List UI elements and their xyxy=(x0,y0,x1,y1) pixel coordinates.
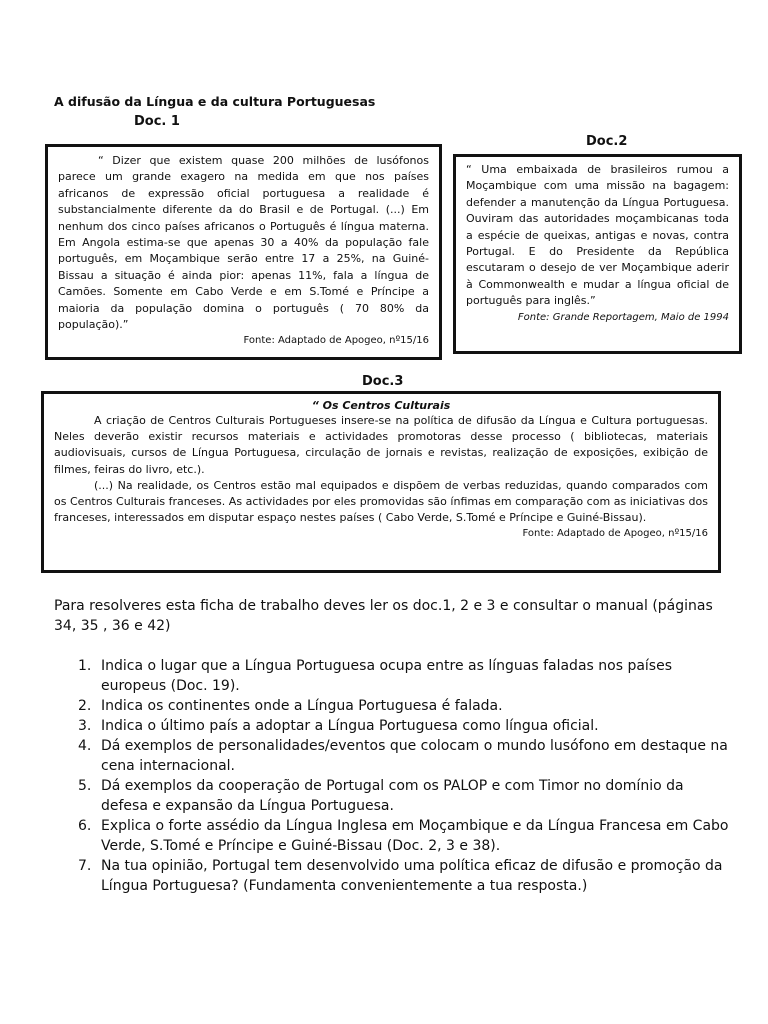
question-text: Explica o forte assédio da Língua Inglesa em Moçambique e da Língua Francesa em Cabo Verde, S.Tomé e Príncipe e Guiné-Bissau (Doc. 2, 3 e 38). xyxy=(101,818,729,854)
doc2-label: Doc.2 xyxy=(586,134,628,149)
question-text: Indica os continentes onde a Língua Portuguesa é falada. xyxy=(101,698,503,714)
question-item xyxy=(54,736,734,776)
question-text: Indica o lugar que a Língua Portuguesa ocupa entre as línguas faladas nos países europeus (Doc. 19). xyxy=(101,658,673,694)
question-number: 2. xyxy=(78,698,92,714)
question-item xyxy=(54,856,734,896)
question-item xyxy=(54,776,734,816)
question-text: Indica o último país a adoptar a Língua Portuguesa como língua oficial. xyxy=(101,718,599,734)
doc1-quote: “ Dizer que existem quase 200 milhões de lusófonos parece um grande exagero na medida em que nos países africanos de expressão oficial portuguesa a realidade é substancialmente diferente da do Brasil e de Portugal. (...) Em nenhum dos cinco países africanos o Português é língua materna. Em Angola estima-se que apenas 30 a 40% da população fale português, em Moçambique serão entre 17 a 25%, na Guiné-Bissau a situação é ainda pior: apenas 11%, fala a língua de Camões. Somente em Cabo Verde e em S.Tomé e Príncipe a maioria da população domina o português ( 70 80% da população).” xyxy=(58,154,429,332)
question-text: Dá exemplos da cooperação de Portugal com os PALOP e com Timor no domínio da defesa e expansão da Língua Portuguesa. xyxy=(101,778,684,814)
doc1-source: Fonte: Adaptado de Apogeo, nº15/16 xyxy=(243,335,429,347)
doc2-text xyxy=(466,162,729,310)
doc3-box xyxy=(41,391,721,573)
question-item xyxy=(54,696,734,716)
doc1-text xyxy=(58,153,429,333)
question-number: 6. xyxy=(78,818,92,834)
instructions: Para resolveres esta ficha de trabalho deves ler os doc.1, 2 e 3 e consultar o manual (páginas 34, 35 , 36 e 42) xyxy=(54,598,713,634)
question-number: 3. xyxy=(78,718,92,734)
doc3-label: Doc.3 xyxy=(362,374,404,389)
question-text: Na tua opinião, Portugal tem desenvolvido uma política eficaz de difusão e promoção da Língua Portuguesa? (Fundamenta convenientemente a tua resposta.) xyxy=(101,858,723,894)
question-list xyxy=(54,656,734,896)
doc3-heading: “ Os Centros Culturais xyxy=(311,399,451,412)
question-text: Dá exemplos de personalidades/eventos que colocam o mundo lusófono em destaque na cena internacional. xyxy=(101,738,728,774)
doc3-paragraph-1: A criação de Centros Culturais Portugueses insere-se na política de difusão da Língua e Cultura portuguesas. Neles deverão existir recursos materiais e actividades promotoras desse processo ( bibliotecas, materiais audiovisuais, cursos de Língua Portuguesa, circulação de jornais e revistas, realização de exposições, exibição de filmes, feiras do livro, etc.). xyxy=(54,414,708,476)
doc3-text xyxy=(54,413,708,526)
question-number: 7. xyxy=(78,858,92,874)
page-title: A difusão da Língua e da cultura Portuguesas xyxy=(54,94,376,109)
question-number: 5. xyxy=(78,778,92,794)
question-number: 1. xyxy=(78,658,92,674)
question-item xyxy=(54,716,734,736)
doc3-source: Fonte: Adaptado de Apogeo, nº15/16 xyxy=(522,528,708,540)
doc1-label: Doc. 1 xyxy=(134,114,180,129)
doc2-quote: “ Uma embaixada de brasileiros rumou a Moçambique com uma missão na bagagem: defender a manutenção da Língua Portuguesa. Ouviram das autoridades moçambicanas toda a espécie de queixas, antigas e novas, contra Portugal. E do Presidente da República escutaram o desejo de ver Moçambique aderir à Commonwealth e mudar a língua oficial de português para inglês.” xyxy=(466,163,729,308)
doc2-box xyxy=(453,154,742,354)
question-item xyxy=(54,656,734,696)
doc1-box xyxy=(45,144,442,360)
question-number: 4. xyxy=(78,738,92,754)
question-item xyxy=(54,816,734,856)
doc3-paragraph-2: (...) Na realidade, os Centros estão mal equipados e dispõem de verbas reduzidas, quando comparados com os Centros Culturais franceses. As actividades por eles promovidas são ínfimas em comparação com as iniciativas dos franceses, interessados em disputar espaço nestes países ( Cabo Verde, S.Tomé e Príncipe e Guiné-Bissau). xyxy=(54,478,708,525)
doc2-source: Fonte: Grande Reportagem, Maio de 1994 xyxy=(517,311,729,323)
